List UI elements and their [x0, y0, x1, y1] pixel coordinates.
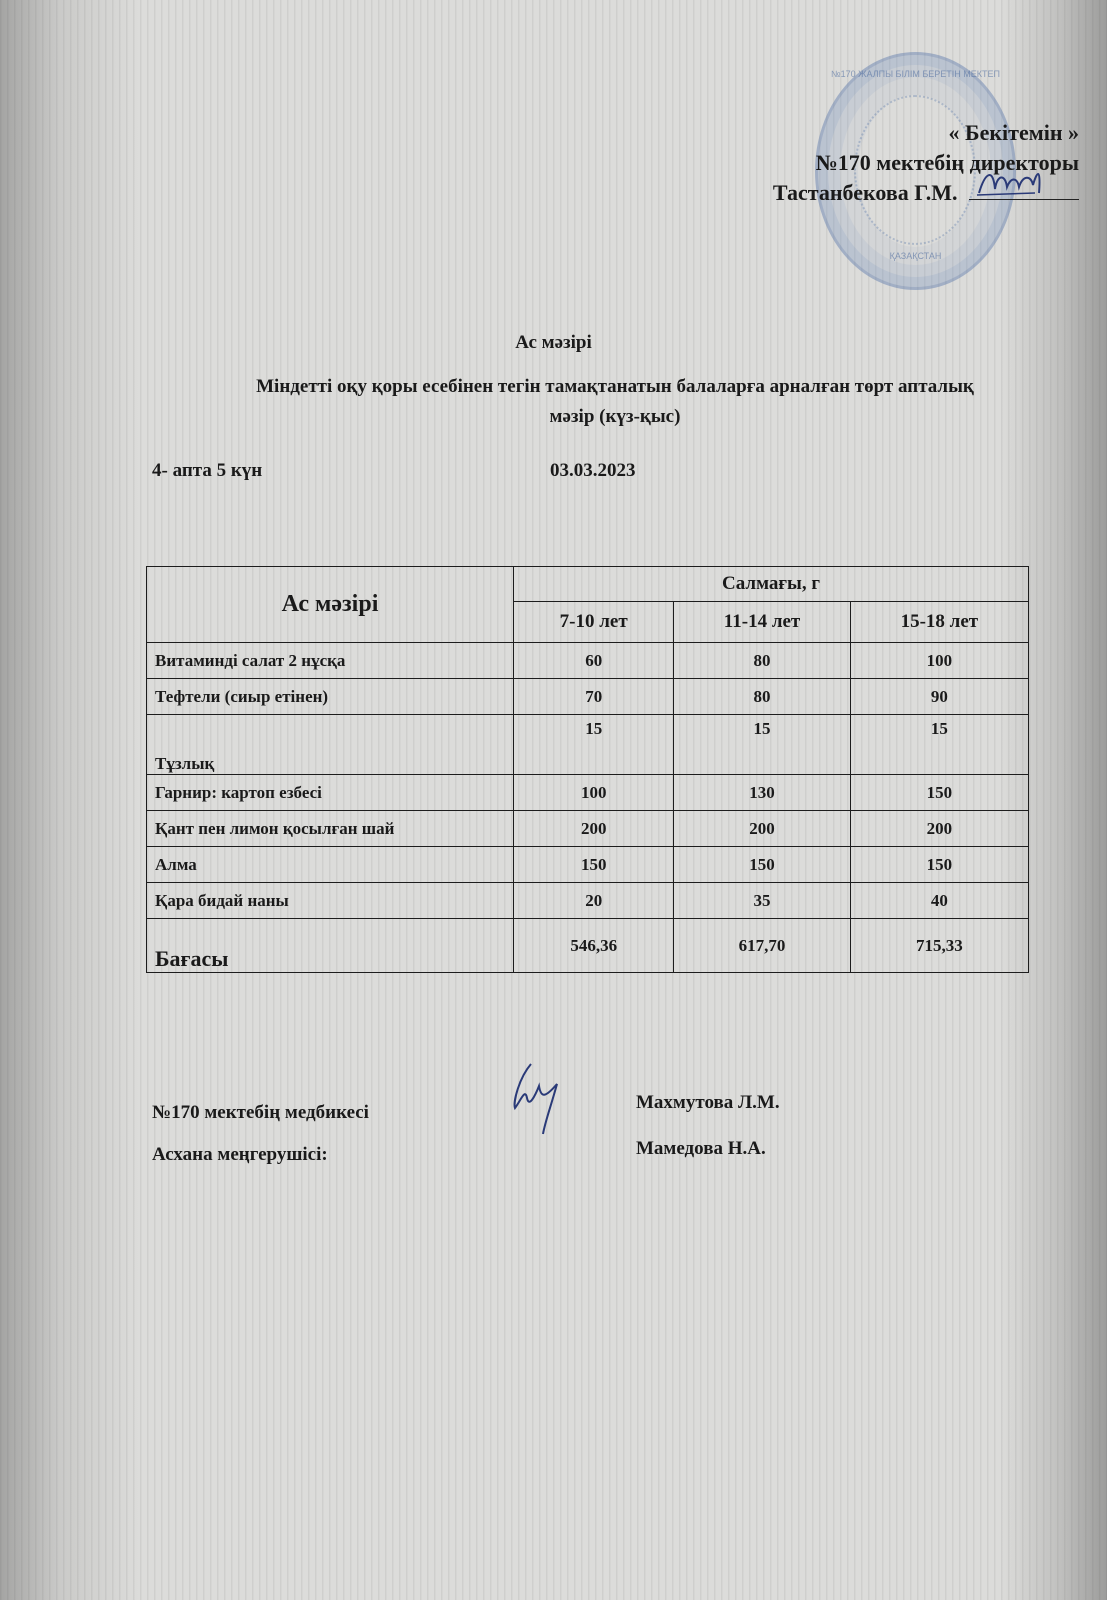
price-cell: 546,36 — [514, 919, 674, 973]
weight-cell: 60 — [514, 643, 674, 679]
weight-cell: 150 — [850, 847, 1028, 883]
nurse-name: Махмутова Л.М. — [636, 1092, 780, 1113]
document-title: Ас мәзірі — [515, 332, 592, 353]
weight-cell: 20 — [514, 883, 674, 919]
director-signature-line — [969, 181, 1079, 200]
weight-cell: 150 — [514, 847, 674, 883]
weight-cell: 40 — [850, 883, 1028, 919]
stamp-bottom-text: ҚАЗАҚСТАН — [889, 251, 942, 261]
table-row — [147, 679, 1029, 715]
header-age-11-14: 11-14 лет — [674, 602, 850, 643]
dish-name: Қара бидай наны — [147, 883, 514, 919]
menu-date: 03.03.2023 — [550, 460, 636, 481]
weight-cell: 100 — [850, 643, 1028, 679]
weight-cell: 200 — [674, 811, 850, 847]
table-row — [147, 847, 1029, 883]
table-row — [147, 775, 1029, 811]
weight-cell: 200 — [850, 811, 1028, 847]
dish-name: Алма — [147, 847, 514, 883]
weight-cell: 15 — [674, 715, 850, 775]
footer-names — [636, 1080, 780, 1172]
stamp-top-text: №170 ЖАЛПЫ БІЛІМ БЕРЕТІН МЕКТЕП — [831, 69, 1000, 79]
menu-table — [146, 566, 1029, 973]
weight-cell: 150 — [674, 847, 850, 883]
subtitle-line-1: Міндетті оқу қоры есебінен тегін тамақтанатын балаларға арналған төрт апталық — [256, 376, 974, 397]
weight-cell: 200 — [514, 811, 674, 847]
dish-name: Тұзлық — [147, 715, 514, 775]
table-row — [147, 883, 1029, 919]
header-weight-group: Салмағы, г — [514, 567, 1029, 602]
header-age-7-10: 7-10 лет — [514, 602, 674, 643]
price-cell: 715,33 — [850, 919, 1028, 973]
nurse-label: №170 мектебің медбикесі — [152, 1102, 369, 1123]
header-dish-name: Ас мәзірі — [147, 567, 514, 643]
dish-name: Гарнир: картоп езбесі — [147, 775, 514, 811]
weight-cell: 70 — [514, 679, 674, 715]
table-total-row — [147, 919, 1029, 973]
dish-name: Қант пен лимон қосылған шай — [147, 811, 514, 847]
cafeteria-manager-label: Асхана меңгерушісі: — [152, 1144, 328, 1165]
total-label: Бағасы — [147, 919, 514, 973]
subtitle-line-2: мәзір (күз-қыс) — [549, 406, 681, 427]
weight-cell: 150 — [850, 775, 1028, 811]
weight-cell: 80 — [674, 643, 850, 679]
table-row — [147, 643, 1029, 679]
footer-labels — [152, 1092, 369, 1176]
weight-cell: 80 — [674, 679, 850, 715]
approval-block — [773, 118, 1079, 208]
weight-cell: 15 — [850, 715, 1028, 775]
price-cell: 617,70 — [674, 919, 850, 973]
dish-name: Тефтели (сиыр етінен) — [147, 679, 514, 715]
weight-cell: 130 — [674, 775, 850, 811]
approval-position: №170 мектебің директоры — [815, 150, 1079, 175]
table-header-row — [147, 567, 1029, 602]
weight-cell: 15 — [514, 715, 674, 775]
cafeteria-manager-name: Мамедова Н.А. — [636, 1138, 766, 1159]
weight-cell: 100 — [514, 775, 674, 811]
approver-name: Тастанбекова Г.М. — [772, 180, 958, 205]
weight-cell: 90 — [850, 679, 1028, 715]
table-row — [147, 715, 1029, 775]
approval-label: « Бекітемін » — [948, 120, 1079, 145]
weight-cell: 35 — [674, 883, 850, 919]
director-signature-icon — [975, 163, 1045, 199]
nurse-signature-icon — [505, 1058, 575, 1138]
document-subtitle — [150, 372, 1080, 432]
header-age-15-18: 15-18 лет — [850, 602, 1028, 643]
week-day-label: 4- апта 5 күн — [152, 460, 263, 481]
approval-name-row — [773, 178, 1079, 208]
table-row — [147, 811, 1029, 847]
dish-name: Витаминді салат 2 нұсқа — [147, 643, 514, 679]
